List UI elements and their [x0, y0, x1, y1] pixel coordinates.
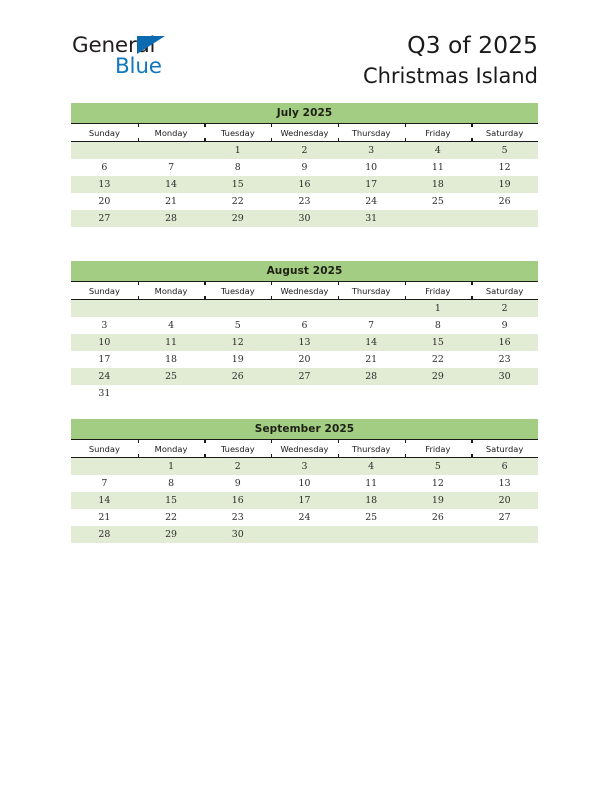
calendar-day-cell[interactable]: 5: [204, 317, 271, 334]
calendar-day-empty: [71, 142, 138, 160]
calendar-day-cell[interactable]: 15: [405, 334, 472, 351]
calendar-day-empty: [138, 300, 205, 318]
calendar-day-cell[interactable]: 29: [405, 368, 472, 385]
calendar-day-cell[interactable]: 10: [271, 475, 338, 492]
weekday-header-tuesday: Tuesday: [204, 282, 271, 300]
calendar-day-cell[interactable]: 17: [338, 176, 405, 193]
weekday-header-thursday: Thursday: [338, 282, 405, 300]
calendar-day-cell[interactable]: 4: [138, 317, 205, 334]
page-header: [0, 0, 612, 96]
calendar-day-cell[interactable]: 19: [405, 492, 472, 509]
calendar-day-cell[interactable]: 24: [338, 193, 405, 210]
calendar-month-title: September 2025: [71, 419, 538, 440]
calendar-day-cell[interactable]: 18: [138, 351, 205, 368]
calendar-day-cell[interactable]: 14: [71, 492, 138, 509]
blue-triangle-icon: [137, 36, 165, 54]
calendar-day-cell[interactable]: 11: [338, 475, 405, 492]
calendar-grid: [71, 124, 538, 244]
calendar-day-cell[interactable]: 9: [271, 159, 338, 176]
calendar-day-cell[interactable]: 8: [138, 475, 205, 492]
calendar-day-empty: [405, 385, 472, 402]
calendar-month-august: [71, 261, 538, 402]
weekday-header-wednesday: Wednesday: [271, 440, 338, 458]
weekday-header-saturday: Saturday: [471, 282, 538, 300]
calendar-day-cell[interactable]: 3: [271, 458, 338, 476]
calendar-day-cell[interactable]: 1: [405, 300, 472, 318]
calendar-day-empty: [471, 385, 538, 402]
calendar-day-cell[interactable]: 2: [204, 458, 271, 476]
calendar-day-empty: [271, 526, 338, 543]
calendar-day-cell[interactable]: 31: [338, 210, 405, 227]
calendar-day-empty: [405, 526, 472, 543]
calendar-day-cell[interactable]: 17: [271, 492, 338, 509]
calendar-day-cell[interactable]: 2: [471, 300, 538, 318]
calendar-month-title: July 2025: [71, 103, 538, 124]
calendar-day-empty: [338, 543, 405, 560]
calendar-day-empty: [138, 543, 205, 560]
calendar-day-empty: [338, 300, 405, 318]
calendar-day-empty: [204, 385, 271, 402]
weekday-header-row: [71, 282, 538, 300]
calendar-day-cell[interactable]: 15: [204, 176, 271, 193]
calendar-day-empty: [471, 526, 538, 543]
calendar-day-cell[interactable]: 31: [71, 385, 138, 402]
weekday-header-tuesday: Tuesday: [204, 440, 271, 458]
calendar-day-cell[interactable]: 5: [471, 142, 538, 160]
calendar-day-cell[interactable]: 25: [138, 368, 205, 385]
calendar-day-cell[interactable]: 22: [405, 351, 472, 368]
calendar-day-empty: [405, 210, 472, 227]
calendar-day-cell[interactable]: 25: [338, 509, 405, 526]
weekday-header-saturday: Saturday: [471, 440, 538, 458]
calendar-day-empty: [71, 458, 138, 476]
calendar-day-cell[interactable]: 16: [471, 334, 538, 351]
calendar-month-title: August 2025: [71, 261, 538, 282]
calendar-day-cell[interactable]: 24: [271, 509, 338, 526]
calendar-day-cell[interactable]: 20: [471, 492, 538, 509]
weekday-header-sunday: Sunday: [71, 282, 138, 300]
calendar-week-row: [71, 385, 538, 402]
calendar-day-empty: [71, 227, 138, 244]
logo-text-general: General: [72, 33, 156, 58]
calendar-day-empty: [471, 210, 538, 227]
calendar-day-cell[interactable]: 20: [271, 351, 338, 368]
calendar-day-empty: [338, 526, 405, 543]
calendar-day-empty: [204, 300, 271, 318]
calendar-day-cell[interactable]: 1: [204, 142, 271, 160]
calendar-week-row: [71, 176, 538, 193]
calendar-day-cell[interactable]: 13: [71, 176, 138, 193]
calendar-day-cell[interactable]: 12: [204, 334, 271, 351]
calendar-week-row: [71, 475, 538, 492]
calendar-day-cell[interactable]: 16: [204, 492, 271, 509]
calendar-day-cell[interactable]: 19: [204, 351, 271, 368]
calendar-day-cell[interactable]: 4: [338, 458, 405, 476]
calendar-day-cell[interactable]: 12: [405, 475, 472, 492]
calendar-day-empty: [405, 543, 472, 560]
calendar-day-cell[interactable]: 3: [71, 317, 138, 334]
calendar-day-cell[interactable]: 28: [138, 210, 205, 227]
calendar-day-cell[interactable]: 26: [204, 368, 271, 385]
calendar-week-row: [71, 227, 538, 244]
weekday-header-sunday: Sunday: [71, 124, 138, 142]
weekday-header-wednesday: Wednesday: [271, 282, 338, 300]
calendar-week-row: [71, 526, 538, 543]
calendar-day-cell[interactable]: 30: [471, 368, 538, 385]
calendar-week-row: [71, 159, 538, 176]
calendar-day-cell[interactable]: 9: [204, 475, 271, 492]
weekday-header-wednesday: Wednesday: [271, 124, 338, 142]
calendar-day-cell[interactable]: 26: [405, 509, 472, 526]
calendar-day-cell[interactable]: 30: [204, 526, 271, 543]
calendar-day-cell[interactable]: 23: [271, 193, 338, 210]
calendar-day-empty: [271, 385, 338, 402]
weekday-header-tuesday: Tuesday: [204, 124, 271, 142]
calendar-day-cell[interactable]: 2: [271, 142, 338, 160]
calendar-day-empty: [204, 543, 271, 560]
calendar-stack: [71, 103, 538, 560]
calendar-grid: [71, 440, 538, 560]
calendar-day-cell[interactable]: 8: [204, 159, 271, 176]
calendar-day-cell[interactable]: 6: [71, 159, 138, 176]
calendar-day-cell[interactable]: 17: [71, 351, 138, 368]
calendar-week-row: [71, 509, 538, 526]
calendar-day-cell[interactable]: 28: [338, 368, 405, 385]
calendar-day-empty: [71, 543, 138, 560]
calendar-day-cell[interactable]: 21: [138, 193, 205, 210]
calendar-day-empty: [405, 227, 472, 244]
calendar-day-cell[interactable]: 9: [471, 317, 538, 334]
weekday-header-monday: Monday: [138, 124, 205, 142]
calendar-day-cell[interactable]: 10: [338, 159, 405, 176]
calendar-day-cell[interactable]: 30: [271, 210, 338, 227]
calendar-day-cell[interactable]: 5: [405, 458, 472, 476]
weekday-header-monday: Monday: [138, 440, 205, 458]
calendar-week-row: [71, 142, 538, 160]
calendar-day-cell[interactable]: 6: [471, 458, 538, 476]
weekday-header-friday: Friday: [405, 282, 472, 300]
calendar-day-empty: [471, 227, 538, 244]
calendar-day-cell[interactable]: 18: [338, 492, 405, 509]
calendar-day-cell[interactable]: 6: [271, 317, 338, 334]
calendar-week-row: [71, 317, 538, 334]
calendar-week-row: [71, 492, 538, 509]
calendar-day-cell[interactable]: 21: [338, 351, 405, 368]
calendar-day-cell[interactable]: 21: [71, 509, 138, 526]
calendar-day-cell[interactable]: 26: [471, 193, 538, 210]
page-subtitle: Christmas Island: [362, 64, 538, 88]
general-blue-logo: [72, 33, 242, 83]
calendar-day-cell[interactable]: 16: [271, 176, 338, 193]
calendar-day-cell[interactable]: 13: [471, 475, 538, 492]
weekday-header-friday: Friday: [405, 440, 472, 458]
weekday-header-friday: Friday: [405, 124, 472, 142]
calendar-day-cell[interactable]: 15: [138, 492, 205, 509]
calendar-day-cell[interactable]: 27: [271, 368, 338, 385]
calendar-day-cell[interactable]: 22: [204, 193, 271, 210]
calendar-day-empty: [71, 300, 138, 318]
calendar-month-july: [71, 103, 538, 244]
calendar-week-row: [71, 193, 538, 210]
weekday-header-row: [71, 440, 538, 458]
weekday-header-thursday: Thursday: [338, 440, 405, 458]
calendar-day-empty: [138, 385, 205, 402]
calendar-day-cell[interactable]: 28: [71, 526, 138, 543]
calendar-day-cell[interactable]: 29: [204, 210, 271, 227]
calendar-day-cell[interactable]: 25: [405, 193, 472, 210]
calendar-week-row: [71, 334, 538, 351]
calendar-day-cell[interactable]: 14: [138, 176, 205, 193]
calendar-day-cell[interactable]: 7: [138, 159, 205, 176]
calendar-day-empty: [471, 543, 538, 560]
calendar-week-row: [71, 210, 538, 227]
weekday-header-thursday: Thursday: [338, 124, 405, 142]
calendar-day-cell[interactable]: 11: [405, 159, 472, 176]
calendar-day-empty: [271, 227, 338, 244]
calendar-day-cell[interactable]: 7: [338, 317, 405, 334]
calendar-day-cell[interactable]: 10: [71, 334, 138, 351]
calendar-day-cell[interactable]: 11: [138, 334, 205, 351]
weekday-header-row: [71, 124, 538, 142]
weekday-header-monday: Monday: [138, 282, 205, 300]
calendar-day-cell[interactable]: 3: [338, 142, 405, 160]
calendar-day-cell[interactable]: 27: [71, 210, 138, 227]
weekday-header-saturday: Saturday: [471, 124, 538, 142]
calendar-day-cell[interactable]: 22: [138, 509, 205, 526]
calendar-day-cell[interactable]: 13: [271, 334, 338, 351]
calendar-day-cell[interactable]: 1: [138, 458, 205, 476]
calendar-day-cell[interactable]: 23: [471, 351, 538, 368]
weekday-header-sunday: Sunday: [71, 440, 138, 458]
page-title: Q3 of 2025: [407, 31, 538, 59]
calendar-month-september: [71, 419, 538, 560]
calendar-day-empty: [138, 142, 205, 160]
calendar-day-cell[interactable]: 24: [71, 368, 138, 385]
calendar-grid: [71, 282, 538, 402]
calendar-day-cell[interactable]: 14: [338, 334, 405, 351]
calendar-day-cell[interactable]: 7: [71, 475, 138, 492]
calendar-day-empty: [271, 300, 338, 318]
calendar-day-empty: [204, 227, 271, 244]
logo-text-blue: Blue: [115, 54, 162, 79]
calendar-week-row: [71, 543, 538, 560]
page-title-block: [363, 30, 538, 90]
calendar-day-empty: [271, 543, 338, 560]
calendar-week-row: [71, 458, 538, 476]
calendar-day-cell[interactable]: 12: [471, 159, 538, 176]
calendar-day-empty: [138, 227, 205, 244]
calendar-day-cell[interactable]: 19: [471, 176, 538, 193]
calendar-week-row: [71, 351, 538, 368]
calendar-day-empty: [338, 227, 405, 244]
calendar-day-cell[interactable]: 4: [405, 142, 472, 160]
calendar-day-empty: [338, 385, 405, 402]
calendar-day-cell[interactable]: 23: [204, 509, 271, 526]
calendar-day-cell[interactable]: 8: [405, 317, 472, 334]
calendar-day-cell[interactable]: 29: [138, 526, 205, 543]
calendar-day-cell[interactable]: 27: [471, 509, 538, 526]
calendar-week-row: [71, 300, 538, 318]
calendar-week-row: [71, 368, 538, 385]
calendar-day-cell[interactable]: 20: [71, 193, 138, 210]
calendar-day-cell[interactable]: 18: [405, 176, 472, 193]
